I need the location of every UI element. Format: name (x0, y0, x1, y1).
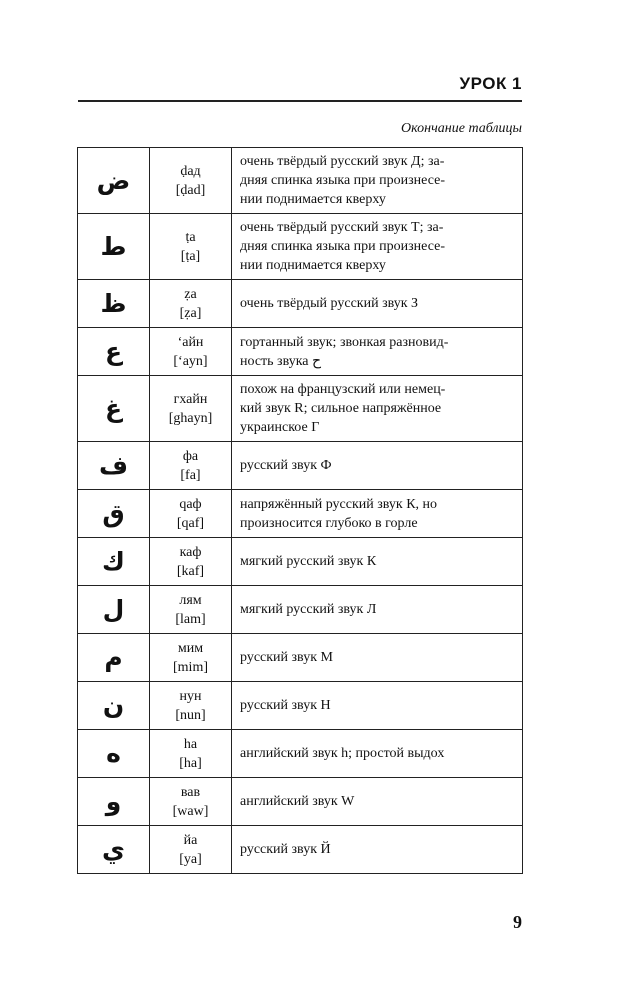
description-line: нии поднимается кверху (240, 192, 386, 207)
description-line: русский звук Ф (240, 458, 332, 473)
arabic-letter: ك (78, 538, 150, 586)
description-line: ность звука ح (240, 353, 322, 369)
table-row (78, 148, 523, 214)
letter-transliteration: [kaf] (176, 563, 205, 579)
letter-name: ha (183, 736, 198, 752)
description-line: английский звук h; простой выдох (240, 746, 445, 761)
letter-name-cell (150, 538, 232, 586)
table-row (78, 442, 523, 490)
letter-name-cell (150, 148, 232, 214)
description-line: дняя спинка языка при произнесе- (240, 239, 445, 254)
letter-transliteration: [waw] (172, 803, 209, 819)
letter-name: нун (179, 688, 202, 704)
description-line: мягкий русский звук К (240, 554, 377, 569)
sound-description (232, 634, 523, 682)
table-row (78, 778, 523, 826)
description-line: напряжённый русский звук К, но (240, 496, 438, 512)
table-row (78, 826, 523, 874)
description-line: очень твёрдый русский звук З (240, 296, 419, 311)
table-row (78, 490, 523, 538)
letter-transliteration: [ya] (179, 851, 202, 867)
sound-description (232, 730, 523, 778)
description-line: кий звук R; сильное напряжённое (240, 401, 442, 416)
letter-transliteration: [nun] (175, 707, 206, 723)
letter-name-cell (150, 490, 232, 538)
description-line: нии поднимается кверху (240, 258, 386, 273)
sound-description (232, 280, 523, 328)
description-line: произносится глубоко в горле (240, 515, 418, 531)
arabic-letter: ق (78, 490, 150, 538)
letter-name-cell (150, 634, 232, 682)
letter-transliteration: [lam] (175, 611, 206, 627)
letter-name: ṭа (185, 229, 196, 245)
sound-description (232, 148, 523, 214)
letter-name: мим (177, 640, 204, 656)
description-line: украинское Г (240, 420, 320, 435)
description-line: похож на французский или немец- (240, 382, 446, 397)
sound-description (232, 538, 523, 586)
sound-description (232, 328, 523, 376)
description-line: дняя спинка языка при произнесе- (240, 173, 445, 188)
page-number: 9 (513, 912, 522, 932)
table-row (78, 682, 523, 730)
table-row (78, 730, 523, 778)
letter-transliteration: [fa] (180, 467, 201, 483)
sound-description (232, 586, 523, 634)
arabic-letter: ن (78, 682, 150, 730)
letter-name-cell (150, 778, 232, 826)
arabic-letter: ف (78, 442, 150, 490)
letter-name-cell (150, 586, 232, 634)
letter-transliteration: [ghayn] (168, 410, 213, 426)
description-line: русский звук М (240, 650, 333, 665)
letter-name-cell (150, 730, 232, 778)
letter-name-cell (150, 328, 232, 376)
alphabet-table (77, 147, 523, 874)
letter-name: qаф (179, 496, 202, 512)
letter-name-cell (150, 214, 232, 280)
arabic-letter: ه (78, 730, 150, 778)
letter-name: ‘айн (177, 334, 204, 350)
description-line: гортанный звук; звонкая разновид- (240, 334, 449, 350)
letter-name: вав (180, 784, 201, 800)
table-row (78, 328, 523, 376)
arabic-letter: ع (78, 328, 150, 376)
table-row (78, 538, 523, 586)
letter-name: ḍад (180, 163, 201, 179)
lesson-title: УРОК 1 (459, 74, 522, 93)
arabic-letter: م (78, 634, 150, 682)
sound-description (232, 682, 523, 730)
letter-transliteration: [ẓa] (179, 305, 202, 321)
letter-name: каф (179, 544, 202, 560)
letter-name: йа (183, 832, 198, 848)
sound-description (232, 778, 523, 826)
letter-name-cell (150, 280, 232, 328)
table-row (78, 376, 523, 442)
table-row (78, 586, 523, 634)
letter-name-cell (150, 376, 232, 442)
letter-name: лям (179, 592, 202, 608)
arabic-letter: ظ (78, 280, 150, 328)
letter-name: гхайн (173, 391, 208, 407)
table-row (78, 634, 523, 682)
letter-name: фа (182, 448, 199, 464)
sound-description (232, 376, 523, 442)
description-line: русский звук Н (240, 698, 331, 713)
letter-transliteration: [qaf] (176, 515, 205, 531)
letter-name-cell (150, 442, 232, 490)
running-header (78, 70, 522, 102)
letter-name-cell (150, 826, 232, 874)
description-line: очень твёрдый русский звук Т; за- (240, 220, 444, 235)
letter-name-cell (150, 682, 232, 730)
description-line: мягкий русский звук Л (240, 602, 377, 617)
table-row (78, 280, 523, 328)
sound-description (232, 826, 523, 874)
letter-transliteration: [mim] (173, 659, 208, 675)
letter-transliteration: [ḍad] (175, 182, 206, 198)
sound-description (232, 442, 523, 490)
letter-transliteration: [ha] (179, 755, 202, 771)
table-row (78, 214, 523, 280)
arabic-letter: ل (78, 586, 150, 634)
arabic-letter: ط (78, 214, 150, 280)
sound-description (232, 214, 523, 280)
arabic-letter: ض (78, 148, 150, 214)
description-line: очень твёрдый русский звук Д; за- (240, 154, 445, 169)
description-line: русский звук Й (240, 842, 331, 857)
letter-transliteration: [ṭa] (180, 248, 201, 264)
letter-transliteration: [‘ayn] (173, 353, 208, 369)
sound-description (232, 490, 523, 538)
letter-name: ẓа (184, 286, 197, 302)
table-caption: Окончание таблицы (401, 121, 522, 136)
description-line: английский звук W (240, 794, 355, 809)
arabic-letter: غ (78, 376, 150, 442)
arabic-letter: ي (78, 826, 150, 874)
arabic-letter: و (78, 778, 150, 826)
